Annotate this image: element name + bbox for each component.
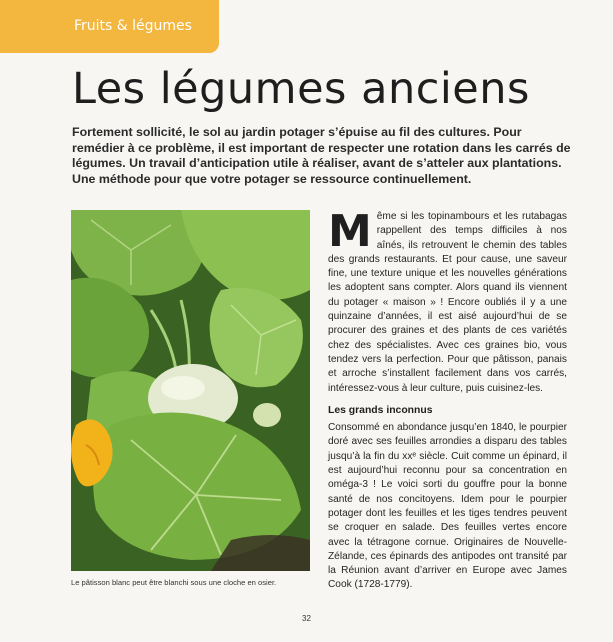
section-tab: [0, 0, 219, 53]
intro-text: ême si les topinambours et les rutabagas rappellent des temps difficiles à nos aînés, ils retrouvent le chemin des tables des grands restaurants. Et pour cause, une saveur fine, une texture unique et les nouvelles générations les adoptent sans compter. Alors quand ils viennent du potager « maison » ! Encore oubliés il y a une quinzaine d’années, il est aisé aujourd’hui de se procurer des graines et des plants de ces variétés chez des spécialistes. Avec ces graines bio, vous tendez vers la perfection. Pour que pâtisson, panais et arroche s’installent facilement dans vos carrés, intéressez-vous à leur culture, puis cuisinez-les.: [328, 211, 567, 394]
intro-paragraph: [328, 206, 567, 396]
drop-cap: M: [328, 206, 372, 257]
squash-plant-illustration: [71, 210, 310, 571]
garden-photo: [71, 210, 310, 571]
page-number: 32: [302, 614, 311, 623]
article-title: Les légumes anciens: [72, 64, 530, 114]
article-body: [328, 206, 567, 593]
photo-caption: Le pâtisson blanc peut être blanchi sous une cloche en osier.: [71, 578, 277, 587]
section-heading: Les grands inconnus: [328, 404, 433, 416]
article-lead: Fortement sollicité, le sol au jardin potager s’épuise au fil des cultures. Pour remédier à ce problème, il est important de respecter une rotation dans les carrés de légumes. Un travail d’anticipation utile à réaliser, avant de s’atteler aux plantations. Une méthode pour que votre potager se ressource continuellement.: [72, 125, 571, 186]
section-label: Fruits & légumes: [74, 18, 192, 34]
section-paragraph: Consommé en abondance jusqu’en 1840, le pourpier doré avec ses feuilles arrondies a disparu des tables jusqu’à la fin du xxᵉ siècle. Cuit comme un épinard, il est aujourd’hui reconnu pour sa concentration en oméga-3 ! Le voici sorti du gouffre pour la bonne santé de nos concitoyens. Idem pour le pourpier potager dont les feuilles et les tiges tendres peuvent se croquer en salade. Des feuilles vertes encore avec la tétragone cornue. Originaires de Nouvelle-Zélande, ces épinards des antipodes ont transité par la Réunion avant d’arriver en Europe avec James Cook (1728-1779).: [328, 422, 567, 591]
